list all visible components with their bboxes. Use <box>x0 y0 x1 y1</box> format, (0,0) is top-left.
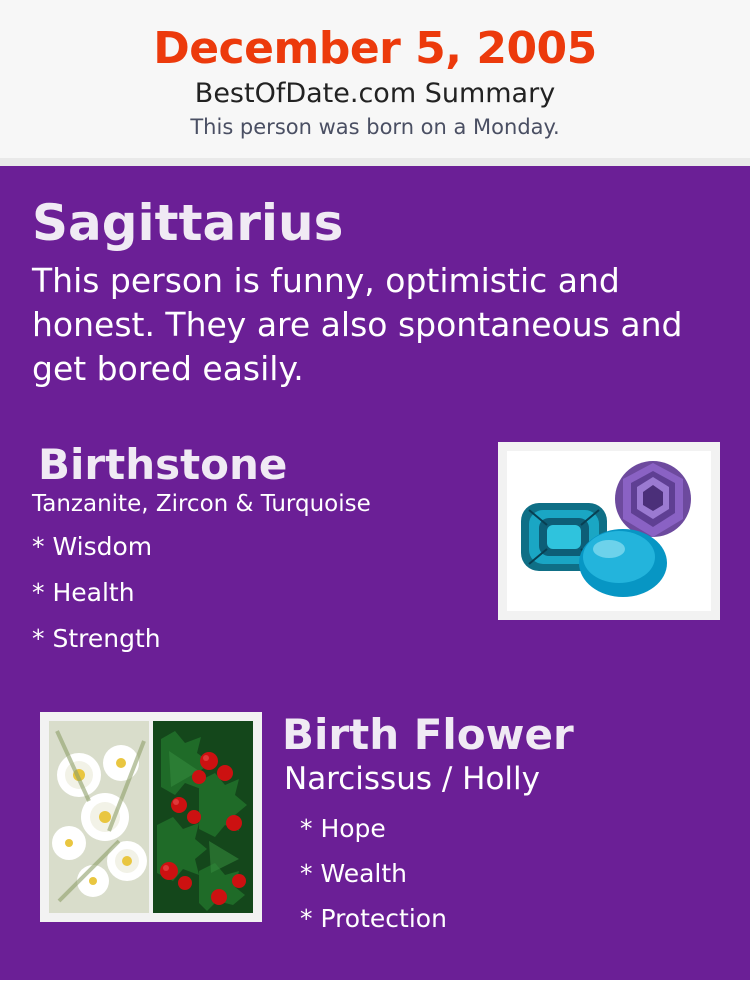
zodiac-description: This person is funny, optimistic and honest. They are also spontaneous and get bored easily. <box>32 260 683 388</box>
birthstone-traits-list <box>30 532 470 654</box>
list-item: * Strength <box>32 624 161 654</box>
birthstone-image-frame <box>498 442 720 620</box>
content-panel <box>0 166 750 980</box>
zodiac-sign-title: Sagittarius <box>32 193 344 252</box>
birth-flower-title: Birth Flower <box>282 710 574 760</box>
birthstone-text <box>30 440 470 654</box>
birthstone-section <box>30 442 720 672</box>
birthstone-names: Tanzanite, Zircon & Turquoise <box>32 490 371 517</box>
site-summary-label: BestOfDate.com Summary <box>194 78 556 110</box>
list-item: * Hope <box>300 813 386 843</box>
list-item: * Wealth <box>300 858 407 888</box>
birth-flower-image-frame <box>40 712 262 922</box>
birthstone-gems-icon <box>507 451 711 611</box>
page-title: December 5, 2005 <box>153 23 597 74</box>
list-item: * Health <box>32 578 135 608</box>
birth-flower-names: Narcissus / Holly <box>284 760 541 797</box>
header <box>0 0 750 158</box>
birth-flower-text <box>282 710 720 933</box>
born-day-note: This person was born on a Monday. <box>190 114 560 139</box>
birthstone-title: Birthstone <box>38 440 288 490</box>
birth-flower-traits-list <box>282 813 720 933</box>
narcissus-holly-icon <box>49 721 253 913</box>
header-divider <box>0 158 750 166</box>
list-item: * Wisdom <box>32 532 153 562</box>
birth-flower-section <box>30 712 720 942</box>
list-item: * Protection <box>300 903 447 933</box>
